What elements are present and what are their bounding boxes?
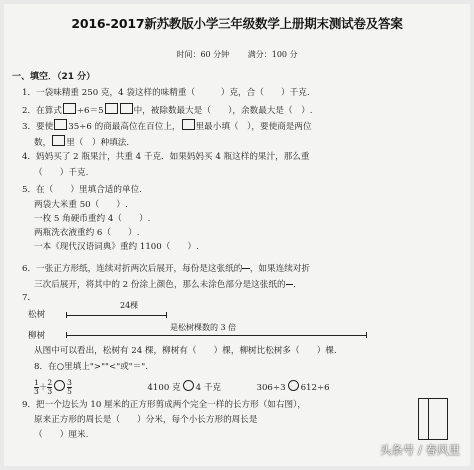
fraction: $\frac{3}{5}$ bbox=[67, 378, 72, 396]
question-5-item: 一本《现代汉语词典》重约 1100（ ）. bbox=[34, 242, 199, 252]
total-score: 满分：100 分 bbox=[247, 50, 298, 59]
question-3: 3．要使 35÷6 的商最高位在百位上， 里最小填（ ），要使商是两位 bbox=[22, 119, 312, 133]
blank-box bbox=[120, 103, 133, 114]
willow-bar bbox=[66, 335, 366, 336]
compare-circle bbox=[54, 380, 65, 391]
bar-tick bbox=[366, 332, 367, 338]
question-9-cont: 原来正方形的周长是（ ）分米，每个小长方形的周长是 bbox=[34, 415, 258, 425]
time-limit: 时间：60 分钟 bbox=[176, 50, 230, 59]
question-7-number: 7． bbox=[22, 293, 37, 303]
square-cut-figure bbox=[418, 398, 448, 440]
willow-label: 柳树 bbox=[28, 331, 46, 341]
fraction-blank bbox=[242, 260, 250, 277]
fraction: $\frac{2}{3}$ bbox=[47, 378, 53, 396]
exam-page bbox=[4, 4, 470, 466]
page-title: 2016-2017新苏教版小学三年级数学上册期末测试卷及答案 bbox=[71, 16, 403, 31]
compare-circle bbox=[183, 380, 194, 391]
bar-tick bbox=[66, 312, 67, 318]
compare-circle bbox=[288, 380, 299, 391]
question-6-cont: 三次后展开，将其中的 2 份涂上颜色，那么未涂色部分是这张纸的 ． bbox=[34, 276, 302, 293]
question-2: 2．在算式 ÷6＝5 中，被除数最大是（ ），余数最大是（ ）. bbox=[22, 103, 313, 117]
blank-box bbox=[182, 119, 195, 130]
question-1: 1．一袋味精重 250 克，4 袋这样的味精重（ ）克，合（ ）千克. bbox=[22, 88, 310, 98]
question-7-text: 从图中可以看出，松树有 24 棵，柳树有（ ）棵，柳树比松树多（ ）棵. bbox=[34, 346, 337, 356]
question-3-cont: 数， 里（ ）种填法. bbox=[34, 135, 129, 149]
fraction: $\frac{1}{3}$ bbox=[34, 378, 39, 396]
exam-meta bbox=[4, 49, 470, 60]
question-8-items: $\frac{1}{3}$ ＋ $\frac{2}{3}$ $\frac{3}{5}$ 4100 克 4 千克 306÷3 612÷6 bbox=[34, 378, 330, 396]
question-5-item: 一枚 5 角硬币重约 4（ ）. bbox=[34, 214, 151, 224]
question-4-cont: （ ）千克. bbox=[34, 168, 89, 178]
blank-box bbox=[105, 103, 118, 114]
section-heading: 一、填空．（21 分） bbox=[12, 72, 96, 82]
bar-tick bbox=[166, 312, 167, 318]
blank-box bbox=[54, 119, 67, 130]
question-5-item: 两袋大米重 50（ ）. bbox=[34, 200, 128, 210]
question-5: 5．在（ ）里填合适的单位. bbox=[22, 185, 142, 195]
willow-note: 是松树棵数的 3 倍 bbox=[170, 323, 237, 332]
pine-label: 松树 bbox=[28, 310, 46, 320]
pine-count-label: 24棵 bbox=[120, 301, 139, 310]
watermark: 头条号 / 春风里 bbox=[379, 443, 460, 457]
question-5-item: 两瓶洗衣液重约 6（ ）. bbox=[34, 228, 140, 238]
pine-bar bbox=[66, 315, 166, 316]
question-4: 4．妈妈买了 2 瓶果汁，共重 4 千克．如果妈妈买 4 瓶这样的果汁，那么重 bbox=[22, 152, 310, 162]
bar-tick bbox=[66, 332, 67, 338]
fraction-blank bbox=[286, 276, 294, 293]
blank-box bbox=[52, 135, 65, 146]
question-9-cont: （ ）厘米. bbox=[34, 430, 89, 440]
question-9: 9．把一个边长为 10 厘米的正方形剪成两个完全一样的长方形（如右图）， bbox=[22, 400, 306, 410]
question-8: 8．在○里填上">""<"或"＝". bbox=[34, 362, 148, 372]
question-6: 6．一张正方形纸，连续对折两次后展开，每份是这张纸的 ，如果连续对折 bbox=[22, 260, 310, 277]
blank-box bbox=[63, 103, 76, 114]
